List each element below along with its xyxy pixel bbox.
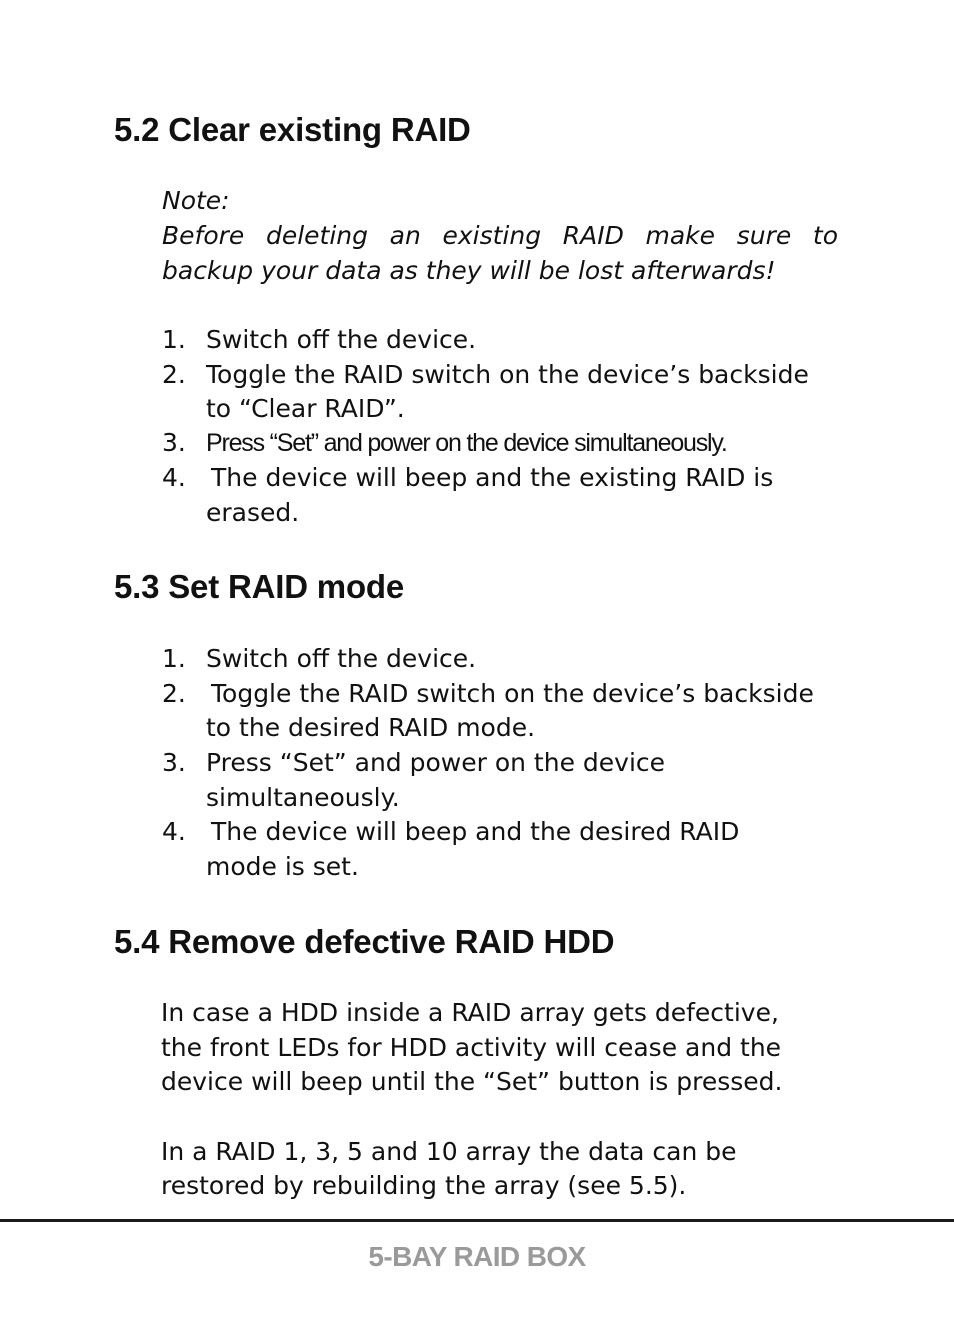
section-heading-clear-raid: 5.2 Clear existing RAID (114, 111, 471, 148)
paragraph-line: In case a HDD inside a RAID array gets defective, (161, 998, 779, 1027)
list-item-text: Press “Set” and power on the device simultaneously. (206, 429, 727, 457)
list-item-text: Press “Set” and power on the device (206, 748, 666, 777)
list-item-number: 4. (162, 817, 186, 846)
list-item-text: Toggle the RAID switch on the device’s backside (206, 360, 809, 389)
paragraph-line: the front LEDs for HDD activity will cease and the (161, 1033, 782, 1062)
list-item-text-continued: mode is set. (206, 852, 359, 881)
section-heading-remove-defective-hdd: 5.4 Remove defective RAID HDD (114, 923, 615, 960)
list-item-text-continued: to “Clear RAID”. (206, 394, 405, 423)
list-item-number: 2. (162, 360, 186, 389)
list-item-text-continued: erased. (206, 498, 300, 527)
list-item-text: The device will beep and the existing RAID is (211, 463, 774, 492)
list-item-text: Switch off the device. (206, 644, 477, 673)
list-item-number: 1. (162, 325, 186, 354)
list-item-number: 3. (162, 428, 186, 457)
footer-product-title: 5-BAY RAID BOX (368, 1241, 586, 1272)
list-item-number: 3. (162, 748, 186, 777)
list-item-text: Toggle the RAID switch on the device’s backside (211, 679, 814, 708)
list-item-text: Switch off the device. (206, 325, 477, 354)
note-text-line-1: Before deleting an existing RAID make sure to (162, 221, 838, 250)
list-item-text: The device will beep and the desired RAID (211, 817, 740, 846)
paragraph-line: In a RAID 1, 3, 5 and 10 array the data can be (161, 1137, 737, 1166)
list-item-number: 2. (162, 679, 186, 708)
list-item-text-continued: to the desired RAID mode. (206, 713, 536, 742)
note-text-line-2: backup your data as they will be lost afterwards! (162, 256, 776, 285)
paragraph-line: device will beep until the “Set” button is pressed. (161, 1067, 783, 1096)
paragraph-line: restored by rebuilding the array (see 5.5). (161, 1171, 687, 1200)
list-item-text-continued: simultaneously. (206, 783, 400, 812)
note-label: Note: (162, 186, 230, 215)
footer-divider (0, 1219, 954, 1222)
list-item-number: 1. (162, 644, 186, 673)
list-item-number: 4. (162, 463, 186, 492)
section-heading-set-raid-mode: 5.3 Set RAID mode (114, 568, 405, 605)
